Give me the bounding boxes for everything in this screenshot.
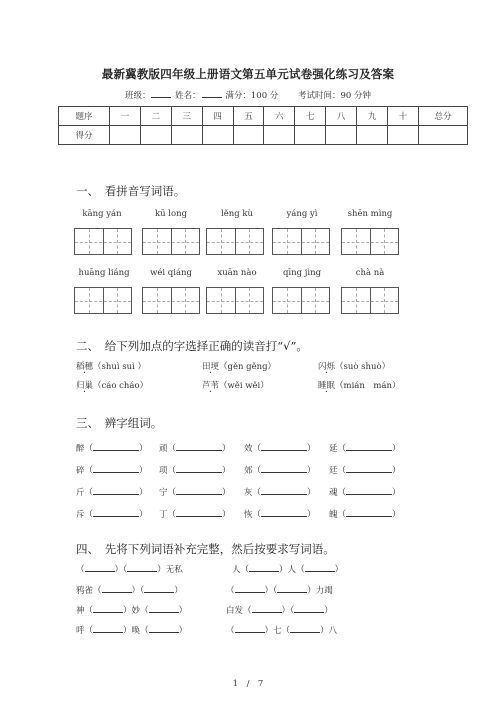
score-header-cell: 十 bbox=[388, 107, 419, 126]
idiom-text: 无私 bbox=[165, 565, 183, 575]
pinyin-label: shēn mìng bbox=[347, 209, 393, 219]
reading-item[interactable] bbox=[318, 360, 390, 372]
char-group-item[interactable]: 顽（ ） bbox=[159, 441, 244, 454]
idiom-item[interactable]: （ ）七（ ）八 bbox=[226, 623, 337, 636]
score-header-cell: 八 bbox=[326, 107, 357, 126]
idiom-text: 人 bbox=[287, 565, 297, 575]
full-score: 满分：100 分 bbox=[225, 91, 279, 101]
char: 宁 bbox=[159, 488, 168, 498]
idiom-item[interactable]: 鸦雀（ ）（ ） bbox=[76, 583, 183, 596]
pinyin-label: wéi qiáng bbox=[150, 268, 192, 278]
char-group-item[interactable]: 斥（ ） bbox=[76, 507, 159, 520]
dotted-word: 归巢 bbox=[76, 381, 94, 391]
dotted-word: 田埂 bbox=[202, 362, 220, 372]
char: 斥 bbox=[76, 510, 85, 520]
reading-item[interactable] bbox=[202, 379, 269, 391]
score-cell[interactable] bbox=[110, 126, 141, 145]
name-blank[interactable] bbox=[202, 89, 222, 98]
writing-box[interactable] bbox=[206, 287, 264, 314]
idiom-item[interactable]: 神（ ）妙（ ） bbox=[76, 603, 187, 616]
writing-box[interactable] bbox=[142, 287, 200, 314]
char-group-row bbox=[76, 463, 401, 476]
score-cell[interactable] bbox=[140, 126, 171, 145]
writing-box[interactable] bbox=[142, 228, 200, 255]
idiom-text: 白发 bbox=[226, 606, 244, 616]
class-blank[interactable] bbox=[151, 89, 171, 98]
idiom-text: 人 bbox=[232, 565, 241, 575]
reading-options: （shuì suì ） bbox=[93, 362, 147, 372]
char: 醉 bbox=[76, 444, 85, 454]
dotted-word: 稻穗 bbox=[76, 362, 94, 372]
idiom-text: 妙 bbox=[131, 606, 141, 616]
dotted-word: 芦苇 bbox=[202, 381, 220, 391]
char-group-item[interactable]: 宁（ ） bbox=[159, 485, 244, 498]
name-label: 姓名： bbox=[175, 91, 201, 101]
reading-item[interactable] bbox=[76, 360, 146, 372]
score-cell[interactable] bbox=[388, 126, 419, 145]
writing-box[interactable] bbox=[341, 228, 399, 255]
pinyin-label: kāng yán bbox=[82, 209, 122, 219]
char-group-item[interactable]: 廷（ ） bbox=[329, 466, 401, 476]
writing-box[interactable] bbox=[74, 287, 132, 314]
char: 魂 bbox=[329, 488, 338, 498]
char: 灰 bbox=[244, 488, 253, 498]
score-header-cell: 题序 bbox=[59, 107, 110, 126]
idiom-text: 鸦雀 bbox=[76, 586, 94, 596]
reading-item[interactable] bbox=[76, 379, 148, 391]
score-table-header-row bbox=[59, 107, 468, 126]
char-group-item[interactable]: 郊（ ） bbox=[244, 463, 329, 476]
section1-heading: 一、 看拼音写词语。 bbox=[76, 184, 186, 198]
score-header-cell: 五 bbox=[233, 107, 264, 126]
reading-options: （wěi wěi） bbox=[219, 381, 269, 391]
score-header-cell: 一 bbox=[110, 107, 141, 126]
section3-heading: 三、 辨字组词。 bbox=[76, 416, 163, 430]
score-header-cell: 九 bbox=[357, 107, 388, 126]
idiom-text: 唤 bbox=[131, 626, 141, 636]
char: 斤 bbox=[76, 488, 85, 498]
score-cell[interactable] bbox=[233, 126, 264, 145]
writing-box[interactable] bbox=[272, 287, 330, 314]
score-cell[interactable] bbox=[326, 126, 357, 145]
reading-item[interactable] bbox=[202, 360, 276, 372]
writing-box[interactable] bbox=[272, 228, 330, 255]
score-cell[interactable] bbox=[264, 126, 295, 145]
exam-info-line bbox=[0, 89, 496, 101]
char: 顽 bbox=[159, 444, 168, 454]
idiom-text: 力竭 bbox=[315, 586, 333, 596]
dotted-word: 睡眠 bbox=[318, 381, 336, 391]
char: 魄 bbox=[329, 510, 338, 520]
pinyin-label: xuān nào bbox=[217, 268, 257, 278]
idiom-item[interactable]: （ ）（ ）力竭 bbox=[226, 583, 333, 596]
pinyin-label: chà nà bbox=[355, 268, 385, 278]
char: 廷 bbox=[329, 466, 338, 476]
exam-time: 考试时间：90 分钟 bbox=[298, 91, 372, 101]
score-table-score-row bbox=[59, 126, 468, 145]
pinyin-label: huāng liáng bbox=[78, 268, 130, 278]
idiom-item[interactable]: （ ）（ ）无私 bbox=[76, 562, 183, 575]
score-row-label: 得分 bbox=[59, 126, 110, 145]
char-group-item[interactable]: 醉（ ） bbox=[76, 441, 159, 454]
score-cell[interactable] bbox=[357, 126, 388, 145]
document-title: 最新冀教版四年级上册语文第五单元试卷强化练习及答案 bbox=[101, 67, 395, 81]
pinyin-label: kū long bbox=[154, 209, 188, 219]
idiom-text: 七 bbox=[273, 626, 282, 636]
score-header-cell: 七 bbox=[295, 107, 326, 126]
score-cell[interactable] bbox=[419, 126, 468, 145]
char-group-item[interactable]: 魂（ ） bbox=[329, 488, 401, 498]
writing-box[interactable] bbox=[206, 228, 264, 255]
char: 效 bbox=[244, 444, 253, 454]
page-number: 1 / 7 bbox=[232, 679, 264, 689]
idiom-text: 呼 bbox=[76, 626, 85, 636]
section4-heading: 四、 先将下列词语补充完整，然后按要求写词语。 bbox=[76, 542, 335, 556]
idiom-item[interactable]: 呼（ ）唤（ ） bbox=[76, 623, 187, 636]
score-cell[interactable] bbox=[295, 126, 326, 145]
writing-box[interactable] bbox=[74, 228, 132, 255]
idiom-item[interactable]: 白发（ ）（ ） bbox=[226, 603, 333, 616]
reading-options: （gěn gěng） bbox=[219, 362, 277, 372]
char-group-row bbox=[76, 485, 401, 498]
char: 项 bbox=[159, 466, 168, 476]
char: 郊 bbox=[244, 466, 253, 476]
score-cell[interactable] bbox=[171, 126, 202, 145]
reading-options: （cáo cháo） bbox=[93, 381, 149, 391]
char-group-row bbox=[76, 507, 401, 520]
score-header-cell: 三 bbox=[171, 107, 202, 126]
char-group-item[interactable]: 项（ ） bbox=[159, 463, 244, 476]
section2-heading: 二、 给下列加点的字选择正确的读音打“√”。 bbox=[76, 339, 308, 353]
score-header-cell: 二 bbox=[140, 107, 171, 126]
char: 恢 bbox=[244, 510, 253, 520]
writing-box[interactable] bbox=[341, 287, 399, 314]
reading-options: （suò shuò） bbox=[335, 362, 391, 372]
char: 延 bbox=[329, 444, 338, 454]
score-cell[interactable] bbox=[202, 126, 233, 145]
score-header-cell: 四 bbox=[202, 107, 233, 126]
char-group-item[interactable]: 延（ ） bbox=[329, 444, 401, 454]
char-group-item[interactable]: 效（ ） bbox=[244, 441, 329, 454]
idiom-item[interactable]: 人（ ）人（ ） bbox=[232, 562, 343, 575]
char-group-row bbox=[76, 441, 401, 454]
char-group-item[interactable]: 灰（ ） bbox=[244, 485, 329, 498]
score-header-cell: 六 bbox=[264, 107, 295, 126]
reading-item[interactable] bbox=[318, 379, 400, 391]
char-group-item[interactable]: 魄（ ） bbox=[329, 510, 401, 520]
char-group-item[interactable]: 斤（ ） bbox=[76, 485, 159, 498]
char: 碎 bbox=[76, 466, 85, 476]
pinyin-label: qīng jìng bbox=[282, 268, 322, 278]
idiom-text: 八 bbox=[328, 626, 338, 636]
char-group-item[interactable]: 恢（ ） bbox=[244, 507, 329, 520]
char-group-item[interactable]: 碎（ ） bbox=[76, 463, 159, 476]
reading-options: （mián mán） bbox=[335, 381, 401, 391]
score-table bbox=[58, 106, 468, 145]
score-header-cell: 总分 bbox=[419, 107, 468, 126]
char-group-item[interactable]: 丁（ ） bbox=[159, 507, 244, 520]
dotted-word: 闪烁 bbox=[318, 362, 336, 372]
pinyin-label: yáng yì bbox=[286, 209, 318, 219]
idiom-text: 神 bbox=[76, 606, 85, 616]
pinyin-label: lěng kù bbox=[221, 209, 253, 219]
char: 丁 bbox=[159, 510, 168, 520]
class-label: 班级： bbox=[124, 91, 151, 101]
